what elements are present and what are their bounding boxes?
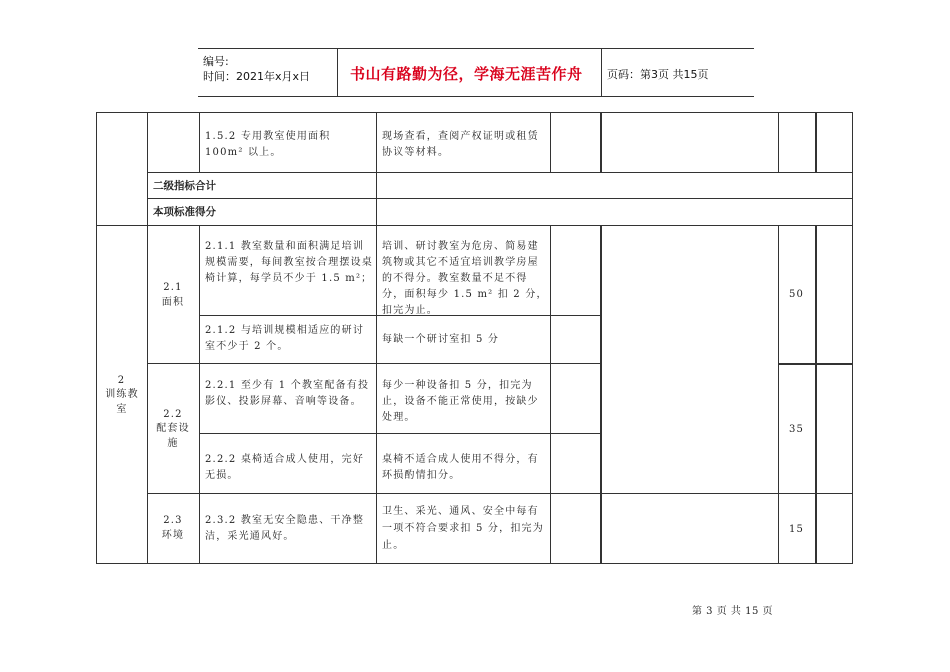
item-method: 卫生、采光、通风、安全中每有一项不符合要求扣 5 分，扣完为止。	[382, 506, 544, 551]
document-number-label: 编号:	[203, 55, 229, 68]
item-method: 培训、研讨教室为危房、简易建筑物或其它不适宜培训教学房屋的不得分。教室数量不足不得分，面积每少 1.5 m² 扣 2 分，扣完为止。	[382, 241, 548, 316]
item-content: 2.2.2 桌椅适合成人使用，完好无损。	[205, 454, 365, 481]
page-footer: 第 3 页 共 15 页	[692, 606, 773, 617]
header-motto: 书山有路勤为径，学海无涯苦作舟	[350, 65, 583, 83]
section-name: 配套设施	[156, 423, 190, 449]
item-1-5-2-content: 1.5.2 专用教室使用面积 100m² 以上。	[205, 131, 331, 158]
section-score: 50	[788, 289, 805, 300]
item-method: 桌椅不适合成人使用不得分，有环损酌情扣分。	[382, 454, 539, 481]
item-content: 2.1.2 与培训规模相适应的研讨室不少于 2 个。	[205, 325, 365, 352]
section-score: 15	[788, 524, 805, 535]
item-1-5-2-method: 现场查看，查阅产权证明或租赁协议等材料。	[382, 131, 539, 158]
standard-score-label: 本项标准得分	[153, 206, 216, 218]
document-time-label: 时间：2021年x月x日	[203, 70, 311, 83]
header-page-label: 页码：第3页 共15页	[607, 68, 709, 81]
subtotal-label: 二级指标合计	[153, 180, 216, 192]
section-name: 面积	[161, 297, 185, 308]
category-name: 训练教室	[105, 389, 139, 415]
item-content: 2.2.1 至少有 1 个教室配备有投影仪、投影屏幕、音响等设备。	[205, 380, 370, 407]
section-number: 2.3	[163, 515, 183, 526]
section-number: 2.1	[163, 282, 183, 293]
category-number: 2	[117, 375, 126, 386]
item-method: 每缺一个研讨室扣 5 分	[382, 334, 500, 345]
section-score: 35	[788, 424, 805, 435]
item-content: 2.3.2 教室无安全隐患、干净整洁，采光通风好。	[205, 515, 365, 542]
item-content: 2.1.1 教室数量和面积满足培训规模需要，每间教室按合理摆设桌椅计算，每学员不少于 1.5 m²；	[205, 241, 373, 284]
item-method: 每少一种设备扣 5 分，扣完为止，设备不能正常使用，按缺少处理。	[382, 380, 539, 423]
section-name: 环境	[161, 530, 185, 541]
section-number: 2.2	[163, 409, 183, 420]
